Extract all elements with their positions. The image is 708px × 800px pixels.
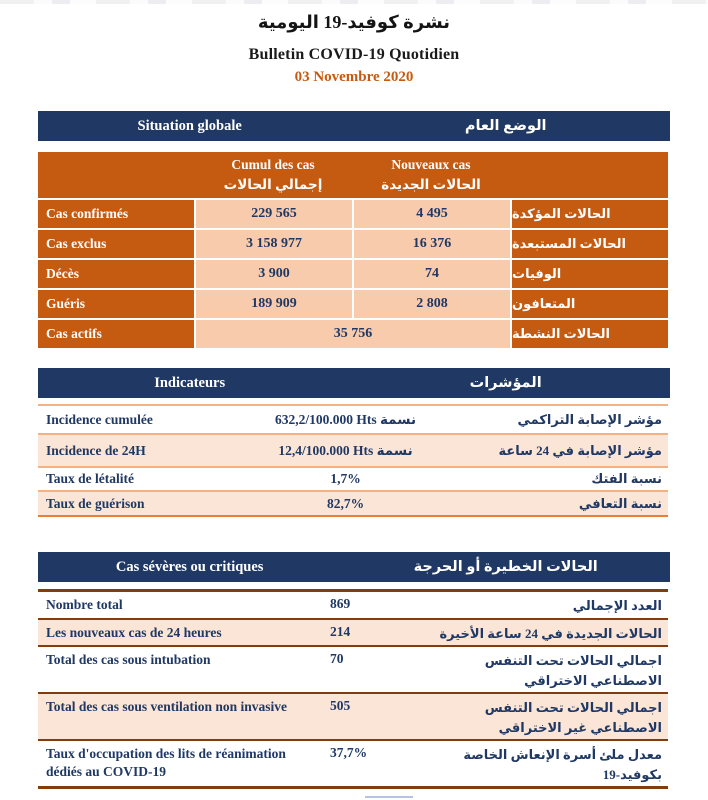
- row-label-fr: Les nouveaux cas de 24 heures: [46, 624, 222, 640]
- table-row: [38, 647, 668, 694]
- row-label-fr: Total des cas sous intubation: [46, 652, 211, 667]
- severes-header-fr: Cas sévères ou critiques: [115, 558, 264, 575]
- spacer-cell: [510, 152, 668, 198]
- severes-header-ar: الحالات الخطيرة أو الحرجة: [413, 558, 598, 575]
- table-row-cas-actifs: [38, 320, 668, 348]
- spacer-cell: [38, 152, 194, 198]
- page-edge-artifact: [0, 0, 708, 4]
- row-label-fr: Cas confirmés: [38, 200, 194, 228]
- row-value: 82,7%: [326, 495, 365, 511]
- row-label-ar: الحالات النشطة: [512, 320, 668, 348]
- row-label-ar: المتعافون: [512, 290, 668, 318]
- page-edge-artifact: [365, 796, 413, 798]
- row-value: 632,2/100.000 Hts نسمة: [274, 411, 417, 427]
- value-unit-ar: نسمة: [379, 411, 417, 427]
- indicateurs-header-ar: المؤشرات: [469, 374, 542, 391]
- row-label-fr: Cas exclus: [38, 230, 194, 258]
- row-value: 12,4/100.000 Hts نسمة: [278, 442, 413, 458]
- severes-header-bar: [38, 552, 670, 582]
- column-header-cumul: [194, 152, 352, 198]
- value-cumul: 229 565: [196, 200, 352, 228]
- situation-header-bar: [38, 111, 670, 141]
- value-nouveaux: 16 376: [354, 230, 510, 258]
- value-merged: 35 756: [196, 320, 510, 348]
- situation-table: [38, 152, 668, 348]
- situation-header-ar: الوضع العام: [464, 117, 547, 134]
- row-label-ar: اجمالي الحالات تحت التنفس الاصطناعي الاختراقي: [484, 653, 662, 688]
- row-label-ar: الحالات المستبعدة: [512, 230, 668, 258]
- row-value: 214: [330, 623, 351, 639]
- value-unit-ar: نسمة: [376, 442, 413, 458]
- value-nouveaux: 74: [354, 260, 510, 288]
- table-row: [38, 230, 668, 258]
- table-row: [38, 592, 668, 620]
- situation-header-fr: Situation globale: [137, 117, 242, 134]
- value-nouveaux: 4 495: [354, 200, 510, 228]
- row-label-fr: Incidence cumulée: [46, 411, 153, 427]
- column-header-nouveaux: [352, 152, 510, 198]
- column-header-cumul-ar: إجمالي الحالات: [223, 177, 323, 192]
- row-label-ar: مؤشر الإصابة التراكمي: [517, 411, 662, 427]
- row-value: 869: [330, 596, 351, 611]
- column-header-nouveaux-ar: الحالات الجديدة: [381, 177, 481, 192]
- value-cumul: 189 909: [196, 290, 352, 318]
- row-label-ar: العدد الإجمالي: [572, 598, 662, 613]
- row-label-fr: Nombre total: [46, 597, 123, 612]
- row-label-fr: Taux d'occupation des lits de réanimation dédiés au COVID-19: [46, 746, 286, 779]
- table-row: [38, 741, 668, 789]
- table-row: [38, 406, 668, 435]
- row-value: 505: [330, 698, 351, 713]
- table-row: [38, 694, 668, 741]
- row-label-fr: Incidence de 24H: [46, 442, 146, 458]
- table-row: [38, 468, 668, 492]
- indicateurs-table: [38, 404, 668, 517]
- row-label-ar: الحالات المؤكدة: [512, 200, 668, 228]
- indicateurs-header-fr: Indicateurs: [154, 374, 226, 391]
- severes-table: [38, 589, 668, 789]
- situation-column-headers: [38, 152, 668, 198]
- value-nouveaux: 2 808: [354, 290, 510, 318]
- value-cumul: 3 158 977: [196, 230, 352, 258]
- row-value: 1,7%: [330, 471, 361, 486]
- row-label-ar: الحالات الجديدة في 24 ساعة الأخيرة: [439, 625, 662, 641]
- bulletin-date: 03 Novembre 2020: [294, 69, 414, 85]
- table-row: [38, 492, 668, 517]
- table-row: [38, 435, 668, 468]
- row-label-fr: Taux de guérison: [46, 495, 145, 511]
- row-value: 37,7%: [330, 745, 368, 760]
- row-label-ar: اجمالي الحالات تحت التنفس الاصطناعي غير الاختراقي: [484, 700, 662, 735]
- row-label-ar: نسبة الفتك: [591, 471, 662, 487]
- row-value: 70: [330, 651, 344, 666]
- row-label-fr: Décès: [38, 260, 194, 288]
- table-row: [38, 620, 668, 648]
- row-label-fr: Guéris: [38, 290, 194, 318]
- table-row: [38, 260, 668, 288]
- indicateurs-header-bar: [38, 368, 670, 398]
- column-header-cumul-fr: Cumul des cas: [231, 157, 315, 173]
- row-label-fr: Cas actifs: [38, 320, 194, 348]
- table-row: [38, 200, 668, 228]
- row-label-ar: مؤشر الإصابة في 24 ساعة: [498, 442, 662, 458]
- bulletin-title-french: Bulletin COVID-19 Quotidien: [248, 46, 460, 63]
- row-label-ar: معدل ملئ أسرة الإنعاش الخاصة بكوفيد-19: [463, 747, 662, 782]
- value-cumul: 3 900: [196, 260, 352, 288]
- row-label-ar: الوفيات: [512, 260, 668, 288]
- row-label-ar: نسبة التعافي: [578, 495, 662, 511]
- bulletin-title-arabic: نشرة كوفيد-19 اليومية: [257, 12, 451, 32]
- column-header-nouveaux-fr: Nouveaux cas: [391, 157, 471, 173]
- row-label-fr: Taux de létalité: [46, 471, 135, 487]
- table-row: [38, 290, 668, 318]
- row-label-fr: Total des cas sous ventilation non invasive: [46, 699, 288, 714]
